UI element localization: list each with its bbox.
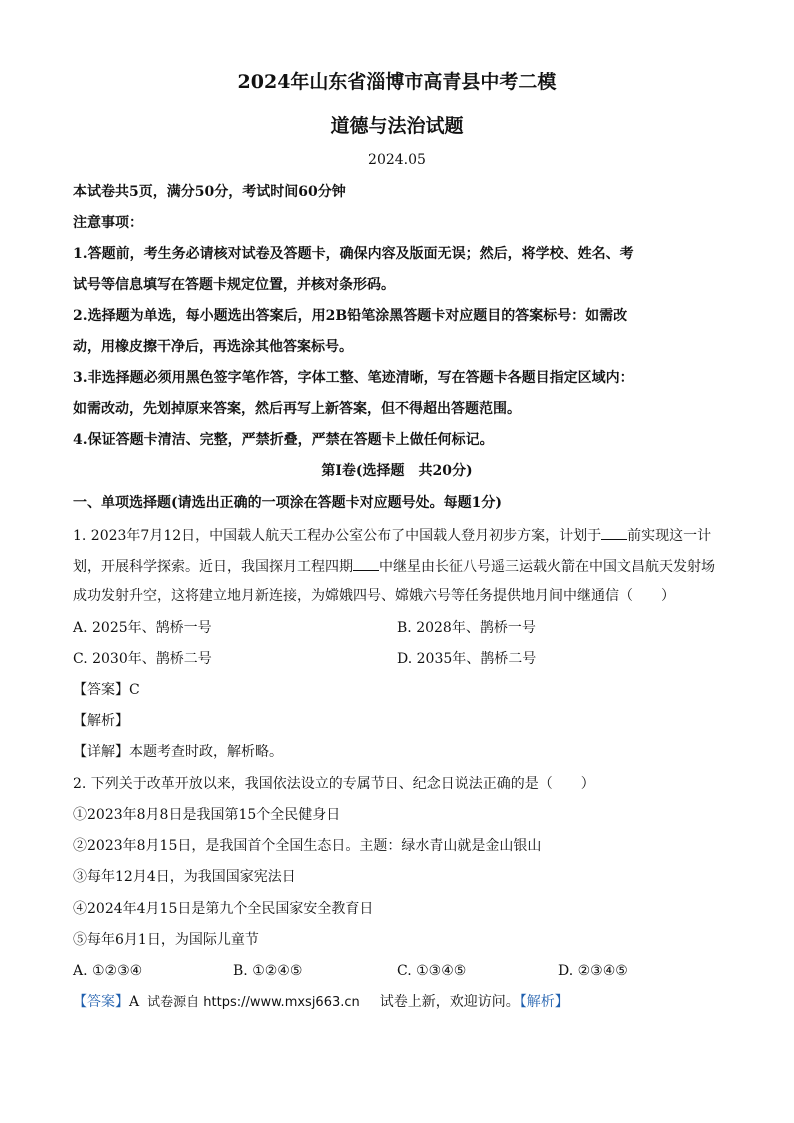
q2-analysis-label: 【解析】: [519, 994, 569, 1010]
q2-item-2: ②2023年8月15日，是我国首个全国生态日。主题：绿水青山就是金山银山: [73, 838, 542, 854]
q2-answer-label: 【答案】: [73, 994, 129, 1010]
q2-option-d: D. ②③④⑤: [558, 963, 628, 979]
q2-stem: 2. 下列关于改革开放以来，我国依法设立的专属节日、纪念日说法正确的是（ ）: [73, 776, 595, 792]
notice-1-line-1: 1.答题前，考生务必请核对试卷及答题卡，确保内容及版面无误；然后，将学校、姓名、考: [73, 246, 634, 262]
notice-title: 注意事项：: [73, 215, 143, 231]
q1-stem-line-2: [73, 556, 715, 576]
q2-option-c: C. ①③④⑤: [397, 963, 467, 979]
exam-summary: 本试卷共5页，满分50分，考试时间60分钟: [73, 184, 346, 200]
q1-stem-line-1: [73, 525, 711, 545]
q1-blank-1: [601, 525, 627, 540]
notice-3-line-2: 如需改动，先划掉原来答案，然后再写上新答案，但不得超出答题范围。: [73, 401, 521, 417]
q2-answer-line: [73, 993, 569, 1012]
q2-item-1: ①2023年8月8日是我国第15个全民健身日: [73, 807, 341, 823]
q1-answer: 【答案】C: [73, 682, 140, 698]
notice-1-line-2: 试号等信息填写在答题卡规定位置，并核对条形码。: [73, 277, 395, 293]
watermark-welcome: 试卷上新，欢迎访问。: [379, 994, 520, 1010]
q1-stem-line-2-text-b: 中继星由长征八号遥三运载火箭在中国文昌航天发射场: [379, 559, 715, 575]
notice-2-line-2: 动，用橡皮擦干净后，再选涂其他答案标号。: [73, 339, 353, 355]
exam-date: 2024.05: [368, 152, 426, 168]
q2-option-a: A. ①②③④: [73, 963, 143, 979]
watermark-source: 试卷源自 https://www.mxsj663.cn: [147, 995, 360, 1010]
q1-option-d: D. 2035年、鹊桥二号: [397, 651, 537, 667]
notice-2-line-1: 2.选择题为单选，每小题选出答案后，用2B铅笔涂黑答题卡对应题目的答案标号：如需改: [73, 308, 628, 324]
q1-stem-line-1-text-a: 1. 2023年7月12日，中国载人航天工程办公室公布了中国载人登月初步方案，计划于: [73, 528, 602, 544]
q2-item-3: ③每年12月4日，为我国国家宪法日: [73, 869, 296, 885]
notice-4-line-1: 4.保证答题卡清洁、完整，严禁折叠，严禁在答题卡上做任何标记。: [73, 432, 494, 448]
q1-blank-2: [353, 556, 379, 571]
exam-subtitle: 道德与法治试题: [330, 115, 464, 137]
notice-3-line-1: 3.非选择题必须用黑色签字笔作答，字体工整、笔迹清晰，写在答题卡各题目指定区域内：: [73, 370, 634, 386]
q2-item-5: ⑤每年6月1日，为国际儿童节: [73, 932, 259, 948]
q1-stem-line-3: 成功发射升空，这将建立地月新连接，为嫦娥四号、嫦娥六号等任务提供地月间中继通信（ ）: [73, 588, 675, 604]
exam-title: 2024年山东省淄博市高青县中考二模: [237, 71, 557, 93]
q1-option-a: A. 2025年、鹄桥一号: [73, 620, 212, 636]
q1-detail: 【详解】本题考查时政，解析略。: [73, 744, 283, 760]
q2-answer-value: A: [129, 994, 140, 1010]
q1-option-c: C. 2030年、鹊桥二号: [73, 651, 212, 667]
q1-option-b: B. 2028年、鹊桥一号: [397, 620, 536, 636]
q2-option-b: B. ①②④⑤: [233, 963, 303, 979]
q2-item-4: ④2024年4月15日是第九个全民国家安全教育日: [73, 901, 374, 917]
part-title: 一、单项选择题(请选出正确的一项涂在答题卡对应题号处。每题1分): [73, 495, 502, 511]
q1-stem-line-2-text-a: 划，开展科学探索。近日，我国探月工程四期: [73, 559, 353, 575]
q1-stem-line-1-text-b: 前实现这一计: [627, 528, 712, 544]
volume-title: 第Ⅰ卷(选择题 共20分): [321, 463, 473, 479]
q1-analysis-label: 【解析】: [73, 713, 129, 729]
